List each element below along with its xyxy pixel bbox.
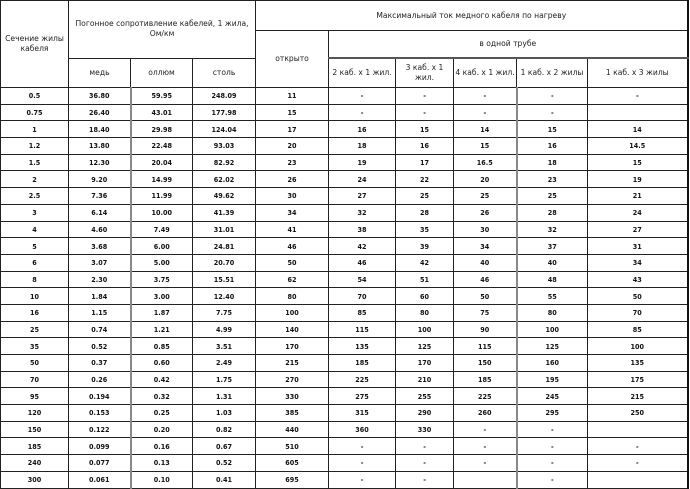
cell-pipe-4x1: 34 <box>454 238 517 255</box>
cell-pipe-1x2: 55 <box>517 288 588 305</box>
header-pipe-1x2: 1 каб. х 2 жилы <box>517 58 588 88</box>
cell-copper: 0.194 <box>69 388 131 405</box>
cell-steel: 1.03 <box>193 405 256 422</box>
cell-pipe-1x2: - <box>517 438 588 455</box>
cell-pipe-1x3 <box>588 421 688 438</box>
table-row <box>1 388 688 405</box>
cell-pipe-3x1: - <box>396 104 454 121</box>
cell-pipe-2x1: 225 <box>329 371 396 388</box>
cell-pipe-2x1: 19 <box>329 154 396 171</box>
cell-pipe-1x2: - <box>517 104 588 121</box>
cell-pipe-4x1: - <box>454 421 517 438</box>
cell-copper: 1.15 <box>69 304 131 321</box>
cell-section: 10 <box>1 288 69 305</box>
cell-pipe-4x1: 46 <box>454 271 517 288</box>
cell-pipe-4x1: 50 <box>454 288 517 305</box>
cell-section: 70 <box>1 371 69 388</box>
cell-pipe-3x1: 255 <box>396 388 454 405</box>
cell-copper: 0.74 <box>69 321 131 338</box>
cell-pipe-1x2: 37 <box>517 238 588 255</box>
cell-pipe-2x1: - <box>329 438 396 455</box>
cell-section: 2 <box>1 171 69 188</box>
cell-pipe-1x3: 31 <box>588 238 688 255</box>
table-row <box>1 204 688 221</box>
cell-pipe-1x3: 175 <box>588 371 688 388</box>
cell-aluminium: 0.42 <box>131 371 193 388</box>
cell-pipe-2x1: 16 <box>329 121 396 138</box>
cell-pipe-1x2: 80 <box>517 304 588 321</box>
cell-pipe-3x1: 170 <box>396 355 454 372</box>
cell-pipe-4x1: 20 <box>454 171 517 188</box>
cell-steel: 248.09 <box>193 88 256 105</box>
cell-pipe-4x1: 90 <box>454 321 517 338</box>
cell-pipe-2x1: 135 <box>329 338 396 355</box>
cell-copper: 0.061 <box>69 471 131 488</box>
cell-aluminium: 5.00 <box>131 254 193 271</box>
cell-pipe-4x1: 185 <box>454 371 517 388</box>
cell-steel: 24.81 <box>193 238 256 255</box>
cell-section: 50 <box>1 355 69 372</box>
table-row <box>1 121 688 138</box>
table-row <box>1 138 688 155</box>
cell-aluminium: 43.01 <box>131 104 193 121</box>
cell-open: 26 <box>256 171 329 188</box>
cell-pipe-3x1: 17 <box>396 154 454 171</box>
cell-copper: 0.52 <box>69 338 131 355</box>
cell-pipe-1x3: 34 <box>588 254 688 271</box>
cell-copper: 0.077 <box>69 455 131 472</box>
cell-pipe-2x1: 18 <box>329 138 396 155</box>
cell-steel: 4.99 <box>193 321 256 338</box>
table-row <box>1 221 688 238</box>
cell-open: 62 <box>256 271 329 288</box>
cell-copper: 18.40 <box>69 121 131 138</box>
table-row <box>1 338 688 355</box>
cell-aluminium: 14.99 <box>131 171 193 188</box>
cell-aluminium: 0.25 <box>131 405 193 422</box>
cell-pipe-4x1: 150 <box>454 355 517 372</box>
header-pipe-4x1: 4 каб. х 1 жил. <box>454 58 517 88</box>
cell-aluminium: 20.04 <box>131 154 193 171</box>
table-row <box>1 471 688 488</box>
header-resistance-group: Погонное сопротивление кабелей, 1 жила, Ом/км <box>69 1 256 59</box>
cell-pipe-2x1: - <box>329 471 396 488</box>
cell-open: 100 <box>256 304 329 321</box>
cell-open: 215 <box>256 355 329 372</box>
table-row <box>1 304 688 321</box>
cell-pipe-1x3: 19 <box>588 171 688 188</box>
cell-pipe-3x1: 51 <box>396 271 454 288</box>
cell-section: 4 <box>1 221 69 238</box>
cell-open: 15 <box>256 104 329 121</box>
cell-pipe-2x1: 85 <box>329 304 396 321</box>
cell-pipe-1x2: - <box>517 455 588 472</box>
cell-pipe-4x1: 14 <box>454 121 517 138</box>
cell-open: 440 <box>256 421 329 438</box>
cell-aluminium: 10.00 <box>131 204 193 221</box>
table-row <box>1 254 688 271</box>
cell-pipe-1x3: 27 <box>588 221 688 238</box>
cell-pipe-3x1: 42 <box>396 254 454 271</box>
cell-copper: 6.14 <box>69 204 131 221</box>
cell-aluminium: 29.98 <box>131 121 193 138</box>
cell-section: 95 <box>1 388 69 405</box>
cell-pipe-1x3: - <box>588 455 688 472</box>
header-section: Сечение жилы кабеля <box>1 1 69 88</box>
cell-open: 41 <box>256 221 329 238</box>
cell-pipe-1x2: 15 <box>517 121 588 138</box>
cell-pipe-3x1: 100 <box>396 321 454 338</box>
cell-pipe-3x1: 25 <box>396 188 454 205</box>
cell-open: 330 <box>256 388 329 405</box>
cell-pipe-3x1: 22 <box>396 171 454 188</box>
header-pipe-3x1: 3 каб. х 1 жил. <box>396 58 454 88</box>
cell-pipe-1x3: - <box>588 88 688 105</box>
cell-steel: 0.52 <box>193 455 256 472</box>
cell-pipe-2x1: 70 <box>329 288 396 305</box>
cell-pipe-3x1: - <box>396 471 454 488</box>
header-pipe-group: в одной трубе <box>329 31 688 59</box>
cell-copper: 0.153 <box>69 405 131 422</box>
table-row <box>1 321 688 338</box>
cell-copper: 0.37 <box>69 355 131 372</box>
cell-steel: 7.75 <box>193 304 256 321</box>
cell-pipe-1x3: 14 <box>588 121 688 138</box>
cell-steel: 82.92 <box>193 154 256 171</box>
cell-pipe-1x2: 16 <box>517 138 588 155</box>
cell-pipe-1x2: 195 <box>517 371 588 388</box>
cell-steel: 41.39 <box>193 204 256 221</box>
cell-pipe-3x1: 16 <box>396 138 454 155</box>
cell-section: 8 <box>1 271 69 288</box>
cell-pipe-1x3: 85 <box>588 321 688 338</box>
cell-pipe-2x1: 46 <box>329 254 396 271</box>
cell-pipe-1x3: 14.5 <box>588 138 688 155</box>
cell-pipe-1x2: 25 <box>517 188 588 205</box>
cell-pipe-1x2: - <box>517 421 588 438</box>
cell-aluminium: 3.00 <box>131 288 193 305</box>
cell-open: 510 <box>256 438 329 455</box>
cell-pipe-3x1: 290 <box>396 405 454 422</box>
table-row <box>1 355 688 372</box>
cell-section: 120 <box>1 405 69 422</box>
cell-section: 35 <box>1 338 69 355</box>
cell-pipe-2x1: 115 <box>329 321 396 338</box>
cell-pipe-1x3 <box>588 104 688 121</box>
cell-section: 0.75 <box>1 104 69 121</box>
cell-pipe-1x3: 135 <box>588 355 688 372</box>
cell-copper: 4.60 <box>69 221 131 238</box>
cell-steel: 12.40 <box>193 288 256 305</box>
cell-steel: 20.70 <box>193 254 256 271</box>
cell-pipe-2x1: 54 <box>329 271 396 288</box>
cell-section: 240 <box>1 455 69 472</box>
cell-pipe-1x2: 40 <box>517 254 588 271</box>
table-row <box>1 288 688 305</box>
cell-section: 5 <box>1 238 69 255</box>
cell-copper: 0.099 <box>69 438 131 455</box>
cell-pipe-1x2: 18 <box>517 154 588 171</box>
cell-pipe-1x2: 245 <box>517 388 588 405</box>
cell-pipe-3x1: 80 <box>396 304 454 321</box>
table-row <box>1 238 688 255</box>
cell-open: 17 <box>256 121 329 138</box>
cell-pipe-1x3: 21 <box>588 188 688 205</box>
cell-pipe-1x2: 48 <box>517 271 588 288</box>
header-pipe-1x3: 1 каб. х 3 жилы <box>588 58 688 88</box>
cell-open: 11 <box>256 88 329 105</box>
table-row <box>1 438 688 455</box>
cell-aluminium: 0.32 <box>131 388 193 405</box>
cell-pipe-4x1: - <box>454 104 517 121</box>
cell-pipe-3x1: - <box>396 88 454 105</box>
cell-pipe-3x1: 39 <box>396 238 454 255</box>
cell-pipe-1x3: 70 <box>588 304 688 321</box>
cell-aluminium: 0.85 <box>131 338 193 355</box>
cell-steel: 2.49 <box>193 355 256 372</box>
cell-pipe-3x1: 330 <box>396 421 454 438</box>
cell-pipe-2x1: - <box>329 104 396 121</box>
cell-section: 2.5 <box>1 188 69 205</box>
cell-pipe-4x1: 225 <box>454 388 517 405</box>
cell-pipe-4x1: - <box>454 455 517 472</box>
cell-pipe-2x1: 275 <box>329 388 396 405</box>
cell-open: 270 <box>256 371 329 388</box>
cell-open: 695 <box>256 471 329 488</box>
cell-pipe-4x1: 40 <box>454 254 517 271</box>
table-row <box>1 455 688 472</box>
cell-pipe-4x1: - <box>454 88 517 105</box>
cell-pipe-4x1: 30 <box>454 221 517 238</box>
table-row <box>1 171 688 188</box>
cell-aluminium: 7.49 <box>131 221 193 238</box>
cell-pipe-1x3: 250 <box>588 405 688 422</box>
cell-pipe-3x1: - <box>396 438 454 455</box>
cell-open: 50 <box>256 254 329 271</box>
cell-copper: 13.80 <box>69 138 131 155</box>
table-row <box>1 421 688 438</box>
cell-open: 30 <box>256 188 329 205</box>
cell-pipe-3x1: 35 <box>396 221 454 238</box>
cell-pipe-1x2: 32 <box>517 221 588 238</box>
cell-pipe-3x1: 28 <box>396 204 454 221</box>
cell-copper: 12.30 <box>69 154 131 171</box>
cell-section: 185 <box>1 438 69 455</box>
cell-section: 1.5 <box>1 154 69 171</box>
cell-pipe-4x1: 26 <box>454 204 517 221</box>
cell-pipe-4x1 <box>454 471 517 488</box>
cell-steel: 177.98 <box>193 104 256 121</box>
cell-steel: 0.67 <box>193 438 256 455</box>
cell-steel: 0.82 <box>193 421 256 438</box>
cell-aluminium: 0.16 <box>131 438 193 455</box>
header-copper: медь <box>69 58 131 88</box>
cell-pipe-1x2: - <box>517 88 588 105</box>
cell-section: 150 <box>1 421 69 438</box>
cell-pipe-1x3: 50 <box>588 288 688 305</box>
cell-pipe-1x3: 215 <box>588 388 688 405</box>
table-row <box>1 104 688 121</box>
cell-copper: 0.26 <box>69 371 131 388</box>
cell-pipe-3x1: 60 <box>396 288 454 305</box>
cell-pipe-3x1: 125 <box>396 338 454 355</box>
cell-section: 16 <box>1 304 69 321</box>
cell-aluminium: 22.48 <box>131 138 193 155</box>
cell-copper: 3.68 <box>69 238 131 255</box>
cell-copper: 9.20 <box>69 171 131 188</box>
cell-open: 80 <box>256 288 329 305</box>
cell-pipe-1x2: 28 <box>517 204 588 221</box>
cell-pipe-2x1: 24 <box>329 171 396 188</box>
cell-copper: 36.80 <box>69 88 131 105</box>
cell-pipe-1x2: 125 <box>517 338 588 355</box>
table-row <box>1 271 688 288</box>
cell-aluminium: 0.13 <box>131 455 193 472</box>
cell-pipe-1x3: 24 <box>588 204 688 221</box>
cell-steel: 1.75 <box>193 371 256 388</box>
cell-aluminium: 1.21 <box>131 321 193 338</box>
cell-aluminium: 0.20 <box>131 421 193 438</box>
cell-aluminium: 1.87 <box>131 304 193 321</box>
cell-steel: 49.62 <box>193 188 256 205</box>
cell-pipe-4x1: 115 <box>454 338 517 355</box>
cell-pipe-1x2: 100 <box>517 321 588 338</box>
cell-section: 300 <box>1 471 69 488</box>
cell-section: 3 <box>1 204 69 221</box>
cell-section: 1.2 <box>1 138 69 155</box>
cell-copper: 0.122 <box>69 421 131 438</box>
cell-open: 34 <box>256 204 329 221</box>
cell-pipe-2x1: 315 <box>329 405 396 422</box>
cell-section: 6 <box>1 254 69 271</box>
cell-pipe-2x1: 27 <box>329 188 396 205</box>
cell-pipe-1x3: - <box>588 438 688 455</box>
cell-steel: 3.51 <box>193 338 256 355</box>
cell-pipe-4x1: 260 <box>454 405 517 422</box>
cell-pipe-3x1: 15 <box>396 121 454 138</box>
cell-pipe-1x2: 23 <box>517 171 588 188</box>
cell-section: 0.5 <box>1 88 69 105</box>
cell-pipe-4x1: 15 <box>454 138 517 155</box>
cell-steel: 1.31 <box>193 388 256 405</box>
cell-steel: 0.41 <box>193 471 256 488</box>
cell-steel: 31.01 <box>193 221 256 238</box>
header-current-group: Максимальный ток медного кабеля по нагреву <box>256 1 688 31</box>
cell-pipe-1x3: 100 <box>588 338 688 355</box>
cell-copper: 26.40 <box>69 104 131 121</box>
cell-pipe-4x1: 25 <box>454 188 517 205</box>
cell-pipe-2x1: 32 <box>329 204 396 221</box>
cell-pipe-2x1: 38 <box>329 221 396 238</box>
cell-copper: 1.84 <box>69 288 131 305</box>
cell-aluminium: 11.99 <box>131 188 193 205</box>
cell-pipe-3x1: 210 <box>396 371 454 388</box>
cell-open: 20 <box>256 138 329 155</box>
cell-pipe-1x2: 160 <box>517 355 588 372</box>
table-row <box>1 88 688 105</box>
cell-pipe-2x1: 42 <box>329 238 396 255</box>
cell-aluminium: 59.95 <box>131 88 193 105</box>
cell-pipe-2x1: 185 <box>329 355 396 372</box>
table-row <box>1 154 688 171</box>
cell-pipe-2x1: - <box>329 88 396 105</box>
cell-steel: 62.02 <box>193 171 256 188</box>
cell-open: 385 <box>256 405 329 422</box>
cell-pipe-1x2: 295 <box>517 405 588 422</box>
cell-pipe-1x2: - <box>517 471 588 488</box>
cell-aluminium: 0.60 <box>131 355 193 372</box>
cell-steel: 124.04 <box>193 121 256 138</box>
header-open: открыто <box>256 31 329 88</box>
cell-steel: 93.03 <box>193 138 256 155</box>
table-row <box>1 188 688 205</box>
cell-pipe-2x1: 360 <box>329 421 396 438</box>
cell-section: 25 <box>1 321 69 338</box>
cell-pipe-1x3 <box>588 471 688 488</box>
cell-steel: 15.51 <box>193 271 256 288</box>
cell-aluminium: 3.75 <box>131 271 193 288</box>
cell-aluminium: 6.00 <box>131 238 193 255</box>
cell-pipe-4x1: 75 <box>454 304 517 321</box>
cell-open: 605 <box>256 455 329 472</box>
cell-open: 140 <box>256 321 329 338</box>
cell-aluminium: 0.10 <box>131 471 193 488</box>
cell-pipe-1x3: 15 <box>588 154 688 171</box>
header-pipe-2x1: 2 каб. х 1 жил. <box>329 58 396 88</box>
cell-pipe-2x1: - <box>329 455 396 472</box>
cell-pipe-3x1: - <box>396 455 454 472</box>
cell-open: 23 <box>256 154 329 171</box>
cell-copper: 7.36 <box>69 188 131 205</box>
cell-pipe-4x1: 16.5 <box>454 154 517 171</box>
cell-pipe-4x1: - <box>454 438 517 455</box>
table-row <box>1 371 688 388</box>
header-aluminium: оллюм <box>131 58 193 88</box>
header-steel: столь <box>193 58 256 88</box>
cell-copper: 3.07 <box>69 254 131 271</box>
table-row <box>1 405 688 422</box>
cell-section: 1 <box>1 121 69 138</box>
cell-copper: 2.30 <box>69 271 131 288</box>
cell-open: 170 <box>256 338 329 355</box>
cell-open: 46 <box>256 238 329 255</box>
cell-pipe-1x3: 43 <box>588 271 688 288</box>
